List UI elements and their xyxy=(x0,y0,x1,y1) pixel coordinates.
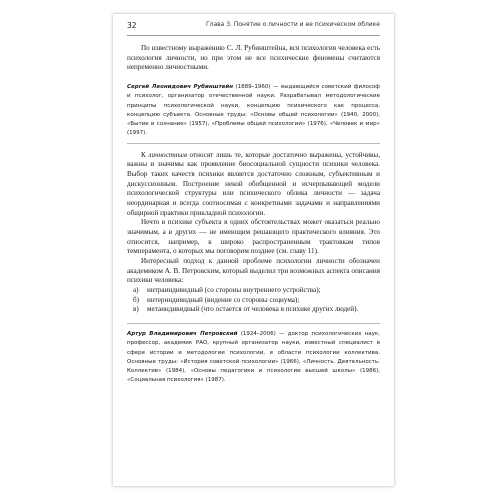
biography-petrovsky xyxy=(127,323,380,386)
para-term: личностным xyxy=(148,150,187,159)
list-item xyxy=(127,296,380,306)
para-lead: К xyxy=(141,150,149,159)
list-marker: б) xyxy=(133,295,140,304)
book-page xyxy=(113,14,394,486)
list-text: интраиндивидный (со стороны внутреннего устройства); xyxy=(147,285,321,294)
list-text: интериндивидный (видение со стороны социума); xyxy=(147,295,300,304)
paragraph-personal-traits xyxy=(127,151,380,219)
running-title: Глава 3. Понятие о личности и ее психическом облике xyxy=(205,21,380,28)
list-marker: в) xyxy=(133,305,139,314)
biography-rubinstein xyxy=(127,80,380,144)
paragraph-intro: По известному выражению С. Л. Рубинштейна, вся психология человека есть психология личности, но при этом не все психические феномены считаются непременно личностными. xyxy=(127,44,380,72)
aspects-list xyxy=(127,286,380,315)
list-text: метаиндивидный (что остается от человека в психике других людей). xyxy=(147,305,359,314)
list-item xyxy=(127,286,380,296)
page-number: 32 xyxy=(127,21,137,30)
para-body: относят лишь те, которые достаточно выражены, устойчивы, важны и значимы как проявление биосоциальной сущности психики человека. Выбор таких качеств психики является достаточно сложным, субъективным и дискуссионным. Построение некой обобщенной и исчерпывающей модели психологической структуры или психического облика личности — задача неординарная и всегда соотносимая с конкретными задачами и направлениями общирной практики прикладной психологии. xyxy=(127,150,380,217)
paragraph-petrovsky: Интересный подход к данной проблеме психологии личности обозначен академиком А. В. Петровским, который выделил три возможных аспекта описания психики человека: xyxy=(127,256,380,285)
bio-text: (1889–1960) — выдающийся советский философ и психолог, организатор отечественной науки. Разрабатывал методологические принципы психологической науки, концепцию психического как процесса, концепцию субъекта. Основные труды: «Основы общей психологии» (1940, 2000), «Бытие и сознание» (1957), «Проблемы общей психологии» (1976), «Человек и мир» (1997). xyxy=(127,83,380,137)
bio-text: (1924–2006) — доктор психологических наук, профессор, академик РАО, крупный организатор науки, известный специалист в сфере истории и методологии психологии, в области психологии коллектива. Основные труды: «История советской психологии» (1966), «Личность. Деятельность. Коллектив» (1984), «Основы педагогики и психологии высшей школы» (1986), «Социальная психология» (1987). xyxy=(127,330,380,384)
list-item xyxy=(127,305,380,315)
bio-name: Сергей Леонидович Рубинштейн xyxy=(127,83,234,90)
paragraph-significance: Нечто в психике субъекта в одних обстоятельствах может оказаться реально значимым, а в других — не имеющим решающего практического влияния. Это относится, например, к широко распространенным трактовкам типов темперамента, о которых мы поговорим позднее (см. главу 11). xyxy=(127,218,380,256)
bio-name: Артур Владимирович Петровский xyxy=(127,330,238,337)
page-header xyxy=(127,17,380,36)
list-marker: а) xyxy=(133,285,139,294)
